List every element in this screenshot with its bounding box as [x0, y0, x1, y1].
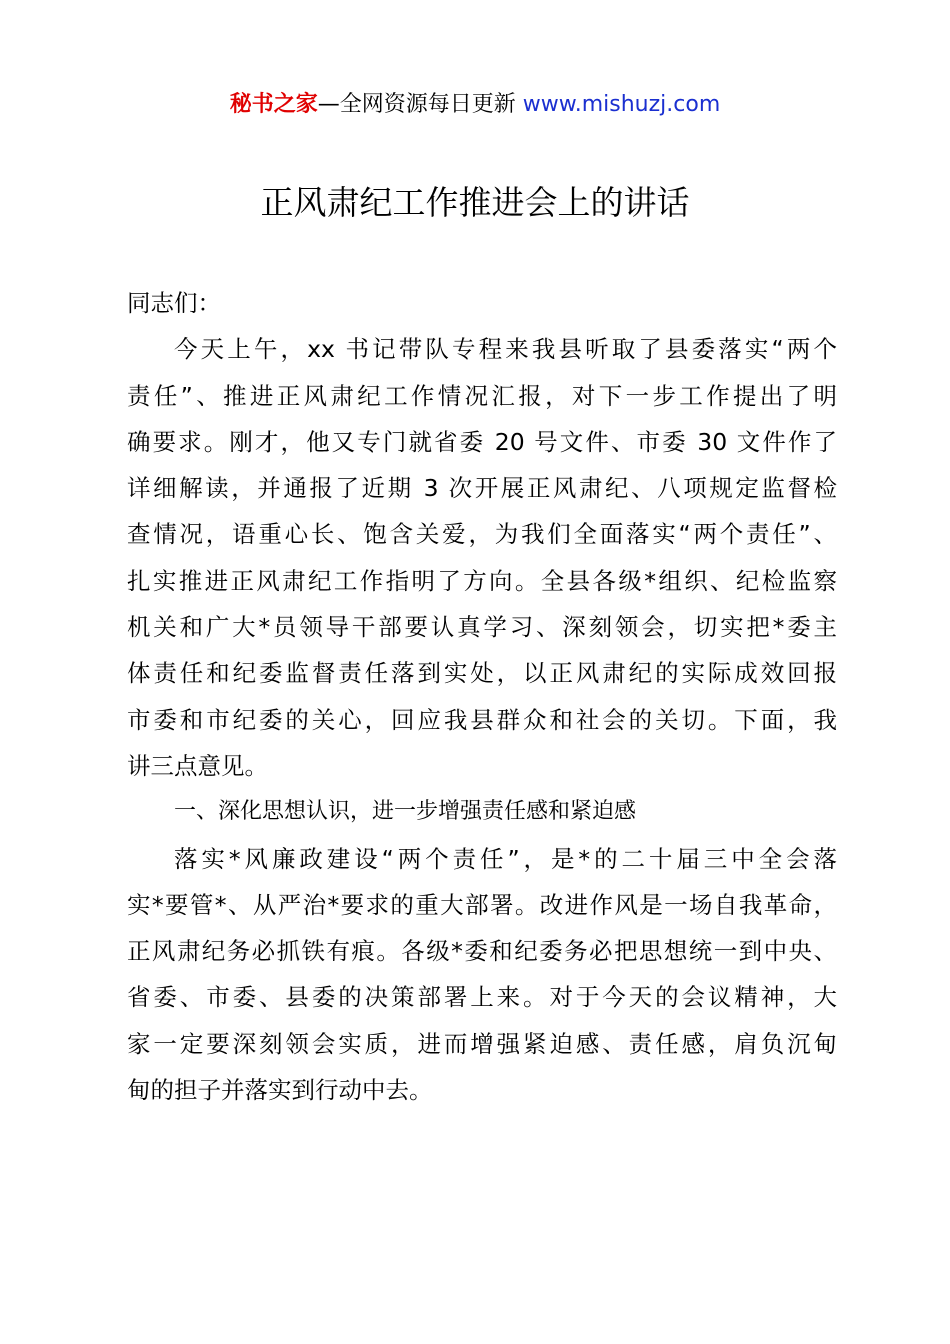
text-line: 扎实推进正风肃纪工作指明了方向。全县各级*组织、纪检监察	[127, 566, 837, 595]
text-line: 机关和广大*员领导干部要认真学习、深刻领会，切实把*委主	[127, 613, 837, 642]
text-line: 省委、市委、县委的决策部署上来。对于今天的会议精神，大	[127, 983, 837, 1012]
document-title: 正风肃纪工作推进会上的讲话	[260, 183, 690, 222]
text-line: 落实*风廉政建设“两个责任”，是*的二十届三中全会落	[174, 844, 837, 873]
paragraph-1	[127, 326, 837, 789]
header-tagline: —全网资源每日更新	[317, 92, 523, 117]
text-line: 家一定要深刻领会实质，进而增强紧迫感、责任感，肩负沉甸	[127, 1029, 837, 1058]
text-line: 体责任和纪委监督责任落到实处，以正风肃纪的实际成效回报	[127, 659, 837, 688]
paragraph-2	[127, 836, 837, 1114]
text-line: 实*要管*、从严治*要求的重大部署。改进作风是一场自我革命，	[127, 890, 837, 919]
text-line: 确要求。刚才，他又专门就省委 20 号文件、市委 30 文件作了	[127, 427, 837, 456]
salutation: 同志们：	[127, 289, 221, 317]
section-heading: 一、深化思想认识，进一步增强责任感和紧迫感	[174, 799, 637, 825]
site-header	[0, 88, 950, 122]
text-line: 讲三点意见。	[127, 751, 268, 780]
text-line: 甸的担子并落实到行动中去。	[127, 1076, 433, 1105]
brand-name: 秘书之家	[229, 92, 318, 117]
text-line: 正风肃纪务必抓铁有痕。各级*委和纪委务必把思想统一到中央、	[127, 937, 837, 966]
document-body	[127, 280, 837, 1113]
text-line: 详细解读，并通报了近期 3 次开展正风肃纪、八项规定监督检	[127, 474, 837, 503]
text-line: 查情况，语重心长、饱含关爱，为我们全面落实“两个责任”、	[127, 520, 837, 549]
text-line: 市委和市纪委的关心，回应我县群众和社会的关切。下面，我	[127, 705, 837, 734]
text-line: 责任”、推进正风肃纪工作情况汇报，对下一步工作提出了明	[127, 381, 837, 410]
site-url-link[interactable]: www.mishuzj.com	[522, 92, 721, 117]
text-line: 今天上午，xx 书记带队专程来我县听取了县委落实“两个	[174, 335, 837, 364]
